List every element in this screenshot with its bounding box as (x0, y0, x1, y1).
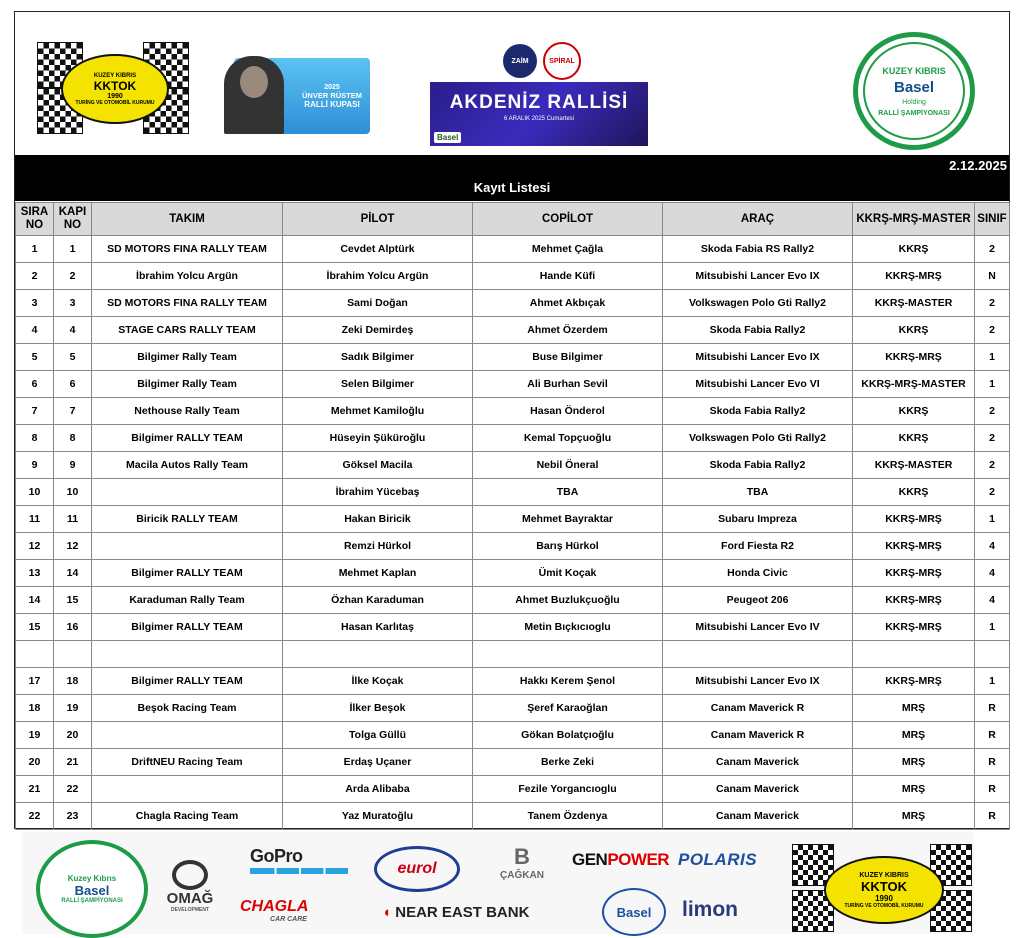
table-cell: İbrahim Yolcu Argün (283, 263, 473, 290)
table-row (16, 560, 1010, 587)
kktok2-bottom: TURİNG VE OTOMOBİL KURUMU (844, 902, 924, 909)
table-cell: Remzi Hürkol (283, 533, 473, 560)
column-header: KKRŞ-MRŞ-MASTER (853, 203, 975, 236)
table-cell: 22 (54, 776, 92, 803)
omag-icon (172, 860, 208, 890)
table-cell: 7 (54, 398, 92, 425)
table-cell: 21 (54, 749, 92, 776)
table-cell: MRŞ (853, 695, 975, 722)
gopro-bar-icon (250, 868, 348, 874)
logo-banner (15, 12, 1009, 155)
akdeniz-title: AKDENİZ RALLİSİ (449, 92, 629, 113)
table-cell: 2 (975, 290, 1010, 317)
table-body (16, 236, 1010, 830)
table-cell: SD MOTORS FINA RALLY TEAM (92, 236, 283, 263)
table-cell: 2 (975, 317, 1010, 344)
table-cell: 2 (16, 263, 54, 290)
table-row (16, 290, 1010, 317)
table-cell: Bilgimer Rally Team (92, 344, 283, 371)
table-cell: Hüseyin Şüküroğlu (283, 425, 473, 452)
table-cell: 3 (54, 290, 92, 317)
table-cell: 14 (54, 560, 92, 587)
table-cell: Hakkı Kerem Şenol (473, 668, 663, 695)
basel-championship-sponsor-logo (36, 840, 148, 938)
eurol-logo (374, 846, 460, 892)
table-cell: Nebil Öneral (473, 452, 663, 479)
table-cell: Mitsubishi Lancer Evo IX (663, 263, 853, 290)
table-cell: Beşok Racing Team (92, 695, 283, 722)
table-cell: 16 (54, 614, 92, 641)
table-cell: Selen Bilgimer (283, 371, 473, 398)
table-cell: 1 (975, 371, 1010, 398)
table-cell (283, 641, 473, 668)
table-cell: KKRŞ-MRŞ (853, 587, 975, 614)
kktok-bottom-text: TURİNG VE OTOMOBİL KURUMU (75, 99, 155, 106)
table-cell: Mehmet Kamiloğlu (283, 398, 473, 425)
sponsor-strip (22, 832, 974, 934)
table-cell: MRŞ (853, 803, 975, 830)
table-cell: Skoda Fabia RS Rally2 (663, 236, 853, 263)
table-cell: Tolga Güllü (283, 722, 473, 749)
kktok-name: KKTOK (93, 78, 137, 93)
genpower-logo (572, 850, 669, 870)
table-cell: KKRŞ-MRŞ (853, 668, 975, 695)
basel-champ-name: Basel (893, 78, 935, 96)
table-cell: Mehmet Bayraktar (473, 506, 663, 533)
table-cell: 1 (975, 668, 1010, 695)
table-cell: Hakan Biricik (283, 506, 473, 533)
table-cell: Ford Fiesta R2 (663, 533, 853, 560)
table-cell: 4 (975, 533, 1010, 560)
table-cell: DriftNEU Racing Team (92, 749, 283, 776)
table-cell: Peugeot 206 (663, 587, 853, 614)
table-cell: 14 (16, 587, 54, 614)
table-cell: Nethouse Rally Team (92, 398, 283, 425)
table-cell: Biricik RALLY TEAM (92, 506, 283, 533)
table-cell: 4 (975, 560, 1010, 587)
table-cell (975, 641, 1010, 668)
table-cell: Skoda Fabia Rally2 (663, 398, 853, 425)
table-cell: Göksel Macila (283, 452, 473, 479)
table-cell: TBA (473, 479, 663, 506)
table-row (16, 236, 1010, 263)
table-cell: N (975, 263, 1010, 290)
table-cell: KKRŞ-MASTER (853, 452, 975, 479)
table-cell (92, 479, 283, 506)
cagkan-mark: B (514, 844, 530, 869)
table-cell: KKRŞ-MRŞ (853, 614, 975, 641)
table-cell: 21 (16, 776, 54, 803)
table-cell: KKRŞ-MRŞ (853, 263, 975, 290)
polaris-logo: POLARIS (678, 850, 758, 869)
table-row (16, 803, 1010, 830)
table-cell: 1 (975, 344, 1010, 371)
table-cell: KKRŞ (853, 236, 975, 263)
table-cell: Berke Zeki (473, 749, 663, 776)
table-cell: 1 (16, 236, 54, 263)
basel-championship-logo (853, 32, 975, 150)
basel-round-bottom: RALLİ ŞAMPİYONASI (61, 898, 123, 904)
table-cell: 10 (16, 479, 54, 506)
table-cell: Cevdet Alptürk (283, 236, 473, 263)
table-cell: İlke Koçak (283, 668, 473, 695)
table-cell: 5 (54, 344, 92, 371)
table-cell: 22 (16, 803, 54, 830)
chagla-logo (240, 898, 308, 923)
table-cell: Canam Maverick (663, 749, 853, 776)
table-cell: 9 (16, 452, 54, 479)
table-cell: R (975, 776, 1010, 803)
table-cell (92, 641, 283, 668)
unver-rustem-cup-logo (210, 52, 372, 138)
table-cell: 3 (16, 290, 54, 317)
table-cell: SD MOTORS FINA RALLY TEAM (92, 290, 283, 317)
cagkan-logo (482, 844, 562, 881)
column-header: COPİLOT (473, 203, 663, 236)
table-cell: Erdaş Uçaner (283, 749, 473, 776)
table-cell: Macila Autos Rally Team (92, 452, 283, 479)
table-cell: Metin Bıçkıcıoglu (473, 614, 663, 641)
akdeniz-banner (430, 82, 648, 146)
gopro-logo: GoPro (250, 846, 303, 866)
zaim-logo: ZAİM (503, 44, 537, 78)
table-row (16, 344, 1010, 371)
chagla-name: CHAGLA (240, 898, 309, 915)
table-cell: KKRŞ (853, 317, 975, 344)
table-row (16, 695, 1010, 722)
near-east-name: NEAR EAST BANK (395, 904, 530, 921)
omag-sub: DEVELOPMENT (170, 907, 210, 913)
table-row (16, 317, 1010, 344)
table-cell: Arda Alibaba (283, 776, 473, 803)
kktok-year: 1990 (107, 92, 123, 100)
table-cell: Bilgimer RALLY TEAM (92, 425, 283, 452)
basel-energy-name: Basel (616, 904, 652, 920)
table-cell: STAGE CARS RALLY TEAM (92, 317, 283, 344)
table-cell: Skoda Fabia Rally2 (663, 452, 853, 479)
table-row (16, 641, 1010, 668)
table-cell (853, 641, 975, 668)
kktok-logo (37, 42, 187, 132)
table-row (16, 425, 1010, 452)
table-cell: 2 (975, 479, 1010, 506)
table-cell: Buse Bilgimer (473, 344, 663, 371)
table-cell: 2 (975, 452, 1010, 479)
table-cell: Skoda Fabia Rally2 (663, 317, 853, 344)
table-row (16, 776, 1010, 803)
table-cell (92, 722, 283, 749)
basel-champ-top: KUZEY KIBRIS (882, 65, 946, 76)
column-header: TAKIM (92, 203, 283, 236)
table-cell: 12 (16, 533, 54, 560)
akdeniz-rallisi-logo (430, 39, 650, 149)
column-header: SIRA NO (16, 203, 54, 236)
table-cell: KKRŞ (853, 425, 975, 452)
table-cell: Ahmet Akbıçak (473, 290, 663, 317)
column-header: ARAÇ (663, 203, 853, 236)
table-cell: KKRŞ-MRŞ (853, 533, 975, 560)
genpower-gen: GEN (572, 850, 608, 869)
table-cell: KKRŞ-MRŞ (853, 560, 975, 587)
table-cell: Canam Maverick (663, 776, 853, 803)
table-cell: 4 (975, 587, 1010, 614)
table-cell: 11 (54, 506, 92, 533)
table-cell: Hande Küfi (473, 263, 663, 290)
entry-list-table (15, 202, 1010, 830)
table-row (16, 533, 1010, 560)
table-cell: MRŞ (853, 722, 975, 749)
limon-logo: limon (682, 898, 738, 921)
table-cell: Ali Burhan Sevil (473, 371, 663, 398)
table-cell: Canam Maverick (663, 803, 853, 830)
table-cell (473, 641, 663, 668)
table-cell: TBA (663, 479, 853, 506)
table-cell: Mehmet Çağla (473, 236, 663, 263)
table-cell: Mitsubishi Lancer Evo IX (663, 344, 853, 371)
unver-year: 2025 (324, 84, 340, 91)
table-row (16, 479, 1010, 506)
near-east-icon: ◖ (382, 904, 392, 921)
basel-champ-holding: Holding (902, 98, 926, 106)
table-cell: 10 (54, 479, 92, 506)
list-date: 2.12.2025 (949, 158, 1007, 173)
unver-cup: RALLİ KUPASI (304, 100, 360, 109)
column-header: PİLOT (283, 203, 473, 236)
table-cell: KKRŞ (853, 479, 975, 506)
spiral-logo: SPİRAL (543, 42, 581, 80)
table-cell: Bilgimer Rally Team (92, 371, 283, 398)
table-cell: Mitsubishi Lancer Evo VI (663, 371, 853, 398)
table-row (16, 263, 1010, 290)
table-cell: Fezile Yorgancıoglu (473, 776, 663, 803)
table-cell: 2 (54, 263, 92, 290)
table-cell: Mitsubishi Lancer Evo IX (663, 668, 853, 695)
table-cell (92, 533, 283, 560)
table-cell: R (975, 695, 1010, 722)
table-cell: Tanem Özdenya (473, 803, 663, 830)
kktok-emblem (61, 54, 169, 124)
kktok-top-text: KUZEY KIBRIS (93, 72, 137, 79)
table-cell: Mehmet Kaplan (283, 560, 473, 587)
cagkan-name: ÇAĞKAN (500, 870, 544, 881)
list-title: Kayıt Listesi (473, 180, 551, 195)
table-cell: Bilgimer RALLY TEAM (92, 614, 283, 641)
table-cell: 6 (54, 371, 92, 398)
eurol-name: eurol (397, 860, 437, 877)
table-cell: Şeref Karaoğlan (473, 695, 663, 722)
table-cell: R (975, 749, 1010, 776)
list-header (15, 155, 1009, 201)
table-cell: Canam Maverick R (663, 722, 853, 749)
basel-round-top: Kuzey Kıbrıs (67, 874, 117, 883)
table-cell: Honda Civic (663, 560, 853, 587)
table-cell: 15 (16, 614, 54, 641)
akdeniz-date: 6 ARALIK 2025 Cumartesi (503, 116, 575, 122)
table-cell: 1 (54, 236, 92, 263)
table-row (16, 722, 1010, 749)
kktok-sponsor-logo (792, 844, 972, 932)
basel-mini-logo: Basel (434, 132, 461, 143)
table-cell: Chagla Racing Team (92, 803, 283, 830)
table-cell: 4 (54, 317, 92, 344)
table-cell: 17 (16, 668, 54, 695)
table-cell: Zeki Demirdeş (283, 317, 473, 344)
table-cell (54, 641, 92, 668)
table-cell: 8 (16, 425, 54, 452)
table-cell: KKRŞ (853, 398, 975, 425)
chagla-sub: CAR CARE (270, 916, 307, 923)
table-cell: Ümit Koçak (473, 560, 663, 587)
table-row (16, 587, 1010, 614)
table-cell: Hasan Önderol (473, 398, 663, 425)
table-cell: Bilgimer RALLY TEAM (92, 668, 283, 695)
near-east-bank-logo (382, 904, 529, 921)
table-cell: Yaz Muratoğlu (283, 803, 473, 830)
table-cell: 5 (16, 344, 54, 371)
table-cell: 11 (16, 506, 54, 533)
table-cell: KKRŞ-MASTER (853, 290, 975, 317)
table-cell: Karaduman Rally Team (92, 587, 283, 614)
table-cell: 15 (54, 587, 92, 614)
kktok2-top: KUZEY KIBRIS (859, 871, 909, 879)
table-cell: 6 (16, 371, 54, 398)
table-row (16, 749, 1010, 776)
table-cell: 23 (54, 803, 92, 830)
table-cell: 2 (975, 398, 1010, 425)
table-cell: KKRŞ-MRŞ-MASTER (853, 371, 975, 398)
table-cell: 2 (975, 236, 1010, 263)
table-cell: Bilgimer RALLY TEAM (92, 560, 283, 587)
table-cell: 19 (16, 722, 54, 749)
table-cell: Volkswagen Polo Gti Rally2 (663, 290, 853, 317)
omag-name: OMAĞ (166, 890, 214, 907)
table-cell: İlker Beşok (283, 695, 473, 722)
omag-logo (150, 860, 230, 913)
kktok2-name: KKTOK (861, 878, 907, 894)
table-cell: İbrahim Yücebaş (283, 479, 473, 506)
portrait-icon (224, 56, 284, 134)
table-row (16, 668, 1010, 695)
table-cell: Sadık Bilgimer (283, 344, 473, 371)
table-cell (16, 641, 54, 668)
kktok2-year: 1990 (875, 893, 893, 903)
table-cell: 19 (54, 695, 92, 722)
unver-name: ÜNVER RÜSTEM (301, 91, 362, 100)
basel-round-name: Basel (74, 883, 110, 898)
table-cell: 9 (54, 452, 92, 479)
table-cell: 8 (54, 425, 92, 452)
table-cell: Hasan Karlıtaş (283, 614, 473, 641)
table-row (16, 398, 1010, 425)
table-cell: Canam Maverick R (663, 695, 853, 722)
table-cell (92, 776, 283, 803)
table-row (16, 371, 1010, 398)
table-cell: KKRŞ-MRŞ (853, 344, 975, 371)
table-cell: Özhan Karaduman (283, 587, 473, 614)
table-cell: 1 (975, 614, 1010, 641)
column-header: KAPI NO (54, 203, 92, 236)
table-cell: Sami Doğan (283, 290, 473, 317)
table-cell: 12 (54, 533, 92, 560)
table-cell: Ahmet Özerdem (473, 317, 663, 344)
table-cell: KKRŞ-MRŞ (853, 506, 975, 533)
table-row (16, 614, 1010, 641)
table-cell: 18 (54, 668, 92, 695)
table-header-row (16, 203, 1010, 236)
table-cell: Kemal Topçuoğlu (473, 425, 663, 452)
table-cell: R (975, 803, 1010, 830)
table-cell: 20 (16, 749, 54, 776)
basel-energy-logo (602, 888, 666, 936)
column-header: SINIF (975, 203, 1010, 236)
table-cell: 4 (16, 317, 54, 344)
table-cell: 18 (16, 695, 54, 722)
table-cell: 2 (975, 425, 1010, 452)
basel-champ-bottom: RALLİ ŞAMPİYONASI (878, 109, 950, 117)
table-cell: Gökan Bolatçıoğlu (473, 722, 663, 749)
table-row (16, 452, 1010, 479)
table-cell: İbrahim Yolcu Argün (92, 263, 283, 290)
table-cell: Barış Hürkol (473, 533, 663, 560)
table-row (16, 506, 1010, 533)
table-cell (663, 641, 853, 668)
table-cell: R (975, 722, 1010, 749)
table-cell: Mitsubishi Lancer Evo IV (663, 614, 853, 641)
table-cell: MRŞ (853, 749, 975, 776)
table-cell: 7 (16, 398, 54, 425)
genpower-power: POWER (607, 850, 670, 869)
table-cell: 13 (16, 560, 54, 587)
table-cell: Volkswagen Polo Gti Rally2 (663, 425, 853, 452)
table-cell: 1 (975, 506, 1010, 533)
table-cell: Subaru Impreza (663, 506, 853, 533)
table-cell: MRŞ (853, 776, 975, 803)
table-cell: Ahmet Buzlukçuoğlu (473, 587, 663, 614)
table-cell: 20 (54, 722, 92, 749)
